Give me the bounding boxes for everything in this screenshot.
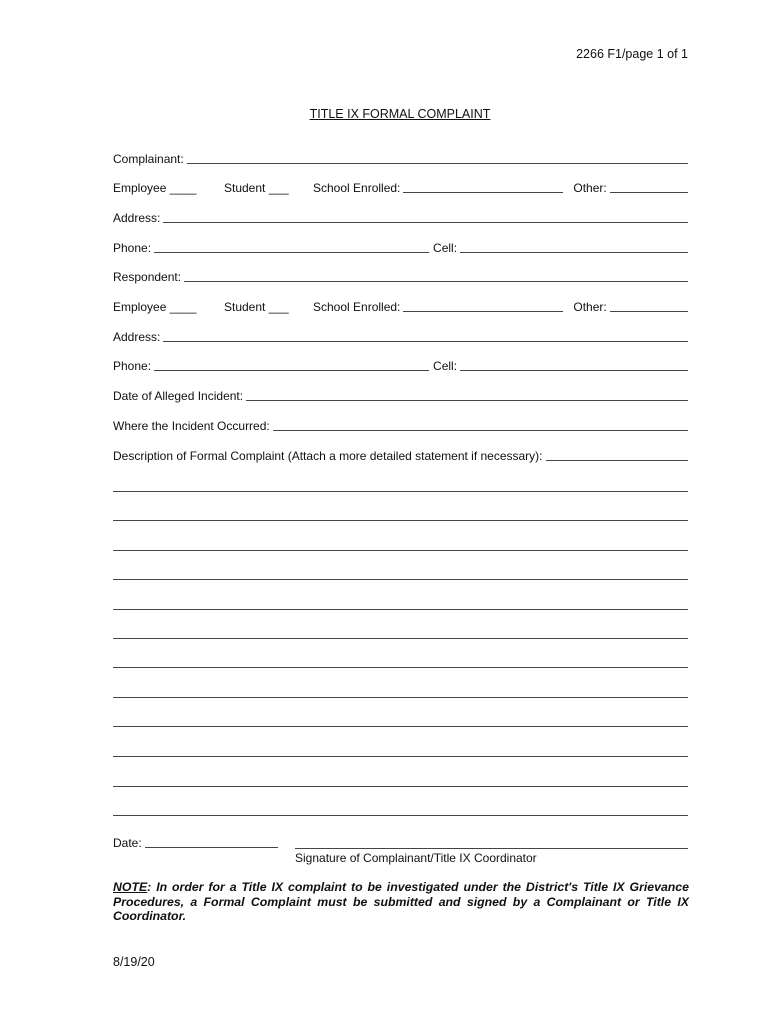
revision-date: 8/19/20 bbox=[113, 955, 155, 969]
respondent-address-field[interactable] bbox=[163, 341, 688, 342]
signature-date-label: Date: bbox=[113, 836, 142, 850]
incident-date-field[interactable] bbox=[246, 400, 688, 401]
description-line[interactable] bbox=[113, 756, 688, 757]
note-heading: NOTE bbox=[113, 880, 148, 894]
incident-date-label: Date of Alleged Incident: bbox=[113, 389, 244, 403]
description-line[interactable] bbox=[113, 520, 688, 521]
description-line[interactable] bbox=[113, 786, 688, 787]
complainant-school-field[interactable] bbox=[403, 192, 563, 193]
description-line[interactable] bbox=[113, 815, 688, 816]
description-field[interactable] bbox=[546, 460, 688, 461]
complainant-student-option[interactable]: Student ___ bbox=[224, 181, 289, 195]
description-line[interactable] bbox=[113, 491, 688, 492]
signature-date-row bbox=[113, 834, 278, 850]
description-label: Description of Formal Complaint (Attach a more detailed statement if necessary): bbox=[113, 449, 543, 463]
respondent-phone-label: Phone: bbox=[113, 359, 152, 373]
page-reference: 2266 F1/page 1 of 1 bbox=[576, 47, 688, 61]
respondent-type-row bbox=[113, 298, 688, 314]
complainant-employee-option[interactable]: Employee ____ bbox=[113, 181, 197, 195]
description-line[interactable] bbox=[113, 638, 688, 639]
incident-location-row bbox=[113, 417, 688, 433]
respondent-label: Respondent: bbox=[113, 270, 182, 284]
description-line[interactable] bbox=[113, 550, 688, 551]
description-row bbox=[113, 447, 688, 463]
respondent-phone-field[interactable] bbox=[154, 370, 429, 371]
complainant-phone-label: Phone: bbox=[113, 241, 152, 255]
description-line[interactable] bbox=[113, 726, 688, 727]
incident-location-field[interactable] bbox=[273, 430, 688, 431]
complainant-field[interactable] bbox=[187, 163, 688, 164]
description-line[interactable] bbox=[113, 697, 688, 698]
respondent-row bbox=[113, 268, 688, 284]
incident-location-label: Where the Incident Occurred: bbox=[113, 419, 270, 433]
respondent-field[interactable] bbox=[184, 281, 688, 282]
respondent-address-row bbox=[113, 328, 688, 344]
description-line[interactable] bbox=[113, 609, 688, 610]
signature-date-field[interactable] bbox=[145, 847, 278, 848]
complainant-school-label: School Enrolled: bbox=[313, 181, 401, 195]
complainant-other-field[interactable] bbox=[610, 192, 688, 193]
complainant-phone-field[interactable] bbox=[154, 252, 429, 253]
complainant-label: Complainant: bbox=[113, 152, 184, 166]
complainant-cell-label: Cell: bbox=[433, 241, 458, 255]
respondent-employee-option[interactable]: Employee ____ bbox=[113, 300, 197, 314]
complainant-row bbox=[113, 150, 688, 166]
note-text: : In order for a Title IX complaint to be investigated under the District's Title IX Grievance Procedures, a Formal Complaint must be submitted and signed by a Complainant or Title IX Coordinator. bbox=[113, 880, 689, 923]
respondent-school-label: School Enrolled: bbox=[313, 300, 401, 314]
incident-date-row bbox=[113, 387, 688, 403]
complainant-cell-field[interactable] bbox=[460, 252, 688, 253]
complainant-other-label: Other: bbox=[573, 181, 607, 195]
complainant-phone-row bbox=[113, 239, 688, 255]
respondent-address-label: Address: bbox=[113, 330, 161, 344]
respondent-cell-field[interactable] bbox=[460, 370, 688, 371]
note-paragraph bbox=[113, 880, 689, 924]
complainant-address-row bbox=[113, 209, 688, 225]
respondent-school-field[interactable] bbox=[403, 311, 563, 312]
respondent-phone-row bbox=[113, 357, 688, 373]
respondent-other-label: Other: bbox=[573, 300, 607, 314]
description-line[interactable] bbox=[113, 667, 688, 668]
form-title: TITLE IX FORMAL COMPLAINT bbox=[309, 107, 491, 121]
respondent-cell-label: Cell: bbox=[433, 359, 458, 373]
complainant-type-row bbox=[113, 179, 688, 195]
signature-line[interactable] bbox=[295, 848, 688, 849]
complainant-address-field[interactable] bbox=[163, 222, 688, 223]
description-line[interactable] bbox=[113, 579, 688, 580]
respondent-other-field[interactable] bbox=[610, 311, 688, 312]
respondent-student-option[interactable]: Student ___ bbox=[224, 300, 289, 314]
complainant-address-label: Address: bbox=[113, 211, 161, 225]
signature-caption: Signature of Complainant/Title IX Coordinator bbox=[295, 851, 537, 865]
